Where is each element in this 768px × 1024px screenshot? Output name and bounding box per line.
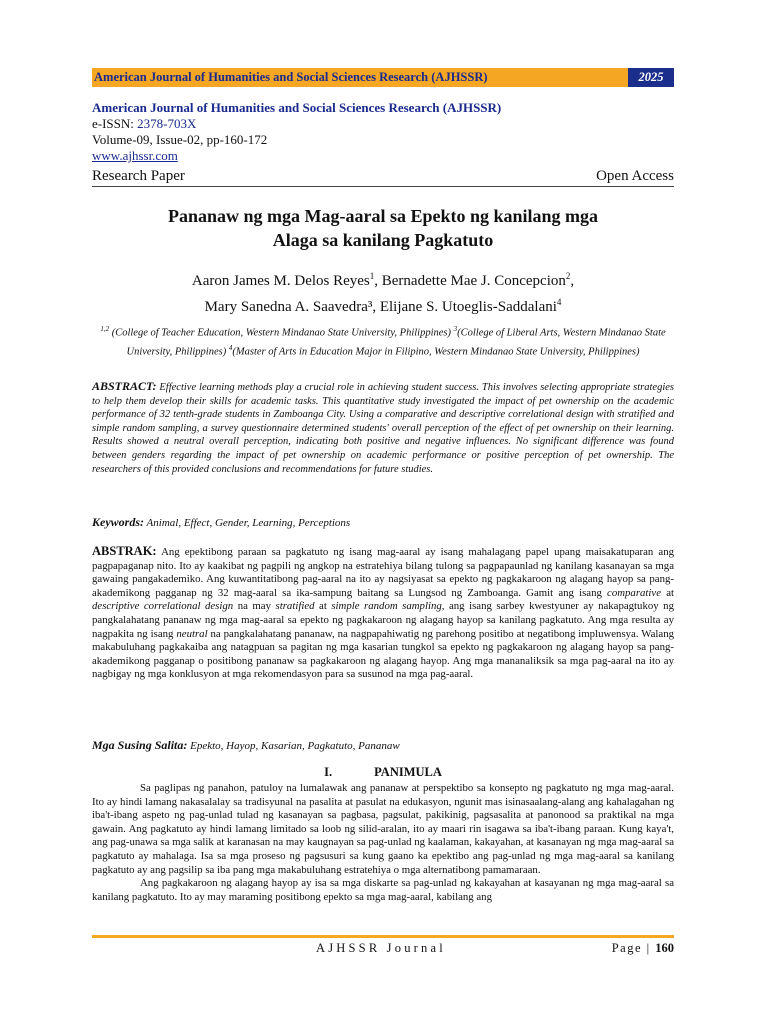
affil-3: (Master of Arts in Education Major in Filipino, Western Mindanao State University, Philippines) bbox=[232, 346, 640, 357]
paper-type-row bbox=[92, 168, 674, 187]
keywords bbox=[92, 515, 674, 530]
journal-meta bbox=[92, 100, 674, 164]
keywords-heading: Keywords: bbox=[92, 515, 144, 529]
volume-line: Volume-09, Issue-02, pp-160-172 bbox=[92, 132, 268, 147]
section-title: PANIMULA bbox=[374, 765, 442, 779]
title-line-2: Alaga sa kanilang Pagkatuto bbox=[272, 230, 494, 250]
affil-1: (College of Teacher Education, Western Mindanao State University, Philippines) bbox=[109, 327, 454, 339]
paper-title bbox=[92, 204, 674, 252]
footer-page bbox=[612, 941, 674, 956]
issn-line bbox=[92, 116, 674, 132]
abstrak-italic-5: neutral bbox=[176, 627, 208, 640]
affil-sup-2: 3 bbox=[453, 325, 458, 333]
affil-sup-3: 4 bbox=[228, 343, 233, 352]
body-paragraph-1: Sa paglipas ng panahon, patuloy na lumalawak ang pananaw at perspektibo sa konsepto ng pagkatuto ng mga mag-aaral. Ito ay hindi lamang nakasalalay sa tradisyunal na pasalita at pasulat na edukasyon, ngunit mas isinasaalang-alang ang kahalagahan ng iba't-ibang aspeto ng pag-unlad tulad ng kasanayan sa pagbasa, pagsulat, pakikinig, pagsasalita at panonood sa praktikal na mga gawain. Ang pagkatuto ay hindi lamang limitado sa loob ng silid-aralan, ito ay maari rin isagawa sa iba't-ibang paraan. Kung kaya't, ang pag-unawa sa mga salik at karanasan na may kaugnayan sa pag-unlad ng kaalaman, kakayahan, at kasanayan ng mga mag-aaral sa pagkatuto ay mahalaga. Isa sa mga proseso ng pagsusuri sa kung gaano ka epektibo ang pag-unlad ng mga mag-aaral sa kanilang pagkatuto ay ang pagsilip sa iba pang mga makabuluhang estratehiya o mga alternatibong pamamaraan. bbox=[92, 782, 674, 876]
section-heading bbox=[92, 765, 674, 780]
issn-label: e-ISSN: bbox=[92, 116, 138, 131]
body-text bbox=[92, 782, 674, 904]
abstract-fil bbox=[92, 545, 674, 682]
abstract-text: Effective learning methods play a crucial role in achieving student success. This involves selecting appropriate strategies to help them develop their skills for academic tasks. This quantitative study investigated the impact of pet ownership on the academic performance of 32 tenth-grade students in Zamboanga City. Using a comparative and descriptive correlational design with stratified and simple random sampling, a survey questionnaire determined students' overall perception of the effect of pet ownership on their learning. Results showed a neutral overall perception, indicating both positive and negative influences. No significant difference was found between genders regarding the impact of pet ownership on academic performance or positive perception of pet ownership. The researchers of this provided conclusions and recommendations for future studies. bbox=[92, 382, 674, 475]
journal-banner bbox=[92, 68, 674, 87]
affiliations bbox=[92, 322, 674, 359]
author-1-sup: 1 bbox=[369, 271, 375, 281]
journal-name: American Journal of Humanities and Social Sciences Research (AJHSSR) bbox=[92, 100, 502, 115]
msk-text: Epekto, Hayop, Kasarian, Pagkatuto, Pananaw bbox=[187, 740, 400, 752]
abstract-heading: ABSTRACT: bbox=[92, 379, 157, 393]
mga-susing-salita bbox=[92, 738, 674, 753]
abstract-en bbox=[92, 380, 674, 476]
keywords-text: Animal, Effect, Gender, Learning, Perceptions bbox=[144, 517, 351, 529]
banner-title: American Journal of Humanities and Social Sciences Research (AJHSSR) bbox=[94, 70, 488, 84]
authors-line-2 bbox=[92, 292, 674, 318]
section-number: I. bbox=[324, 765, 333, 779]
msk-heading: Mga Susing Salita: bbox=[92, 738, 188, 752]
paper-page bbox=[92, 0, 674, 1024]
abstrak-text-3: na may bbox=[233, 600, 276, 613]
footer-journal: AJHSSR Journal bbox=[316, 941, 446, 955]
author-sep: , bbox=[570, 273, 575, 289]
author-1: Aaron James M. Delos Reyes bbox=[191, 273, 370, 289]
author-list bbox=[92, 266, 674, 318]
abstrak-italic-4: simple random sampling bbox=[331, 600, 442, 613]
abstrak-italic-2: descriptive correlational design bbox=[92, 600, 234, 613]
access-type: Open Access bbox=[596, 168, 674, 184]
abstrak-text-5: , ang isang sarbey kwestyuner ay nakapagtukoy ng pangkalahatang pananaw ng mga mag-aaral sa epekto ng pagkakaroon ng alagang hayop sa kanilang pagkatuto. Ang mga resulta ay nagpakita ng isang bbox=[92, 600, 674, 640]
body-paragraph-2: Ang pagkakaroon ng alagang hayop ay isa sa mga diskarte sa pag-unlad ng kakayahan at kasayanan ng mga mag-aaral sa kanilang pagkatuto. Ito ay may maraming positibong epekto sa mga mag-aaral, kabilang ang bbox=[92, 877, 674, 903]
title-line-1: Pananaw ng mga Mag-aaral sa Epekto ng kanilang mga bbox=[167, 206, 599, 226]
abstrak-text-6: na pangkalahatang pananaw, na nagpapahiwatig ng parehong positibo at negatibong impluwensya. Walang makabuluhang pagkakaiba ang natagpuan sa pagitan ng mga kasarian tungkol sa epekto ng pagkakaroon ng alagang hayop sa pang-akademikong pagganap o positibong pananaw sa pagkakaroon ng alagang hayop. Ang mga mananaliksik sa mga pag-aaral na ito ay nagbigay ng mga konklusyon at mga rekomendasyon para sa susunod na mga pag-aaral. bbox=[92, 627, 674, 681]
author-3-4: Mary Sanedna A. Saavedra³, Elijane S. Utoeglis-Saddalani bbox=[204, 299, 557, 315]
footer-rule bbox=[92, 935, 674, 938]
affil-sup-1: 1,2 bbox=[100, 325, 110, 333]
footer-page-label: Page | bbox=[611, 941, 656, 955]
abstrak-heading: ABSTRAK: bbox=[92, 544, 157, 558]
footer-page-number: 160 bbox=[655, 941, 674, 955]
abstrak-italic-1: comparative bbox=[607, 586, 662, 599]
author-2-sup: 2 bbox=[565, 271, 571, 281]
abstrak-text-2: at bbox=[661, 586, 674, 599]
author-2: , Bernadette Mae J. Concepcion bbox=[374, 273, 566, 289]
paper-type: Research Paper bbox=[92, 168, 185, 184]
authors-line-1 bbox=[92, 266, 674, 292]
author-4-sup: 4 bbox=[556, 297, 562, 307]
journal-url-link[interactable]: www.ajhssr.com bbox=[92, 148, 178, 163]
abstrak-italic-3: stratified bbox=[275, 600, 315, 613]
affil-2: (College of Liberal Arts, Western Mindanao State University, Philippines) bbox=[126, 327, 666, 357]
abstrak-text-1: Ang epektibong paraan sa pagkatuto ng isang mag-aaral ay isang mahalagang papel upang maisakatuparan ang pagpapaganap nito. Ito ay kaakibat ng pagpili ng angkop na estratehiya bilang tulong sa pagpapaunlad ng kanilang kasanayan sa mga gawaing pangakademiko. Ang kuwantitatibong pag-aaral na ito ay nagsiyasat sa epekto ng pagkakaroon ng alagang hayop sa pang-akademikong pagganap ng 32 mag-aaral sa ika-sampung baitang sa Lungsod ng Zamboanga. Gamit ang isang bbox=[92, 546, 674, 599]
issn-value: 2378-703X bbox=[137, 116, 197, 131]
banner-year: 2025 bbox=[628, 68, 674, 87]
abstrak-text-4: at bbox=[314, 600, 332, 613]
